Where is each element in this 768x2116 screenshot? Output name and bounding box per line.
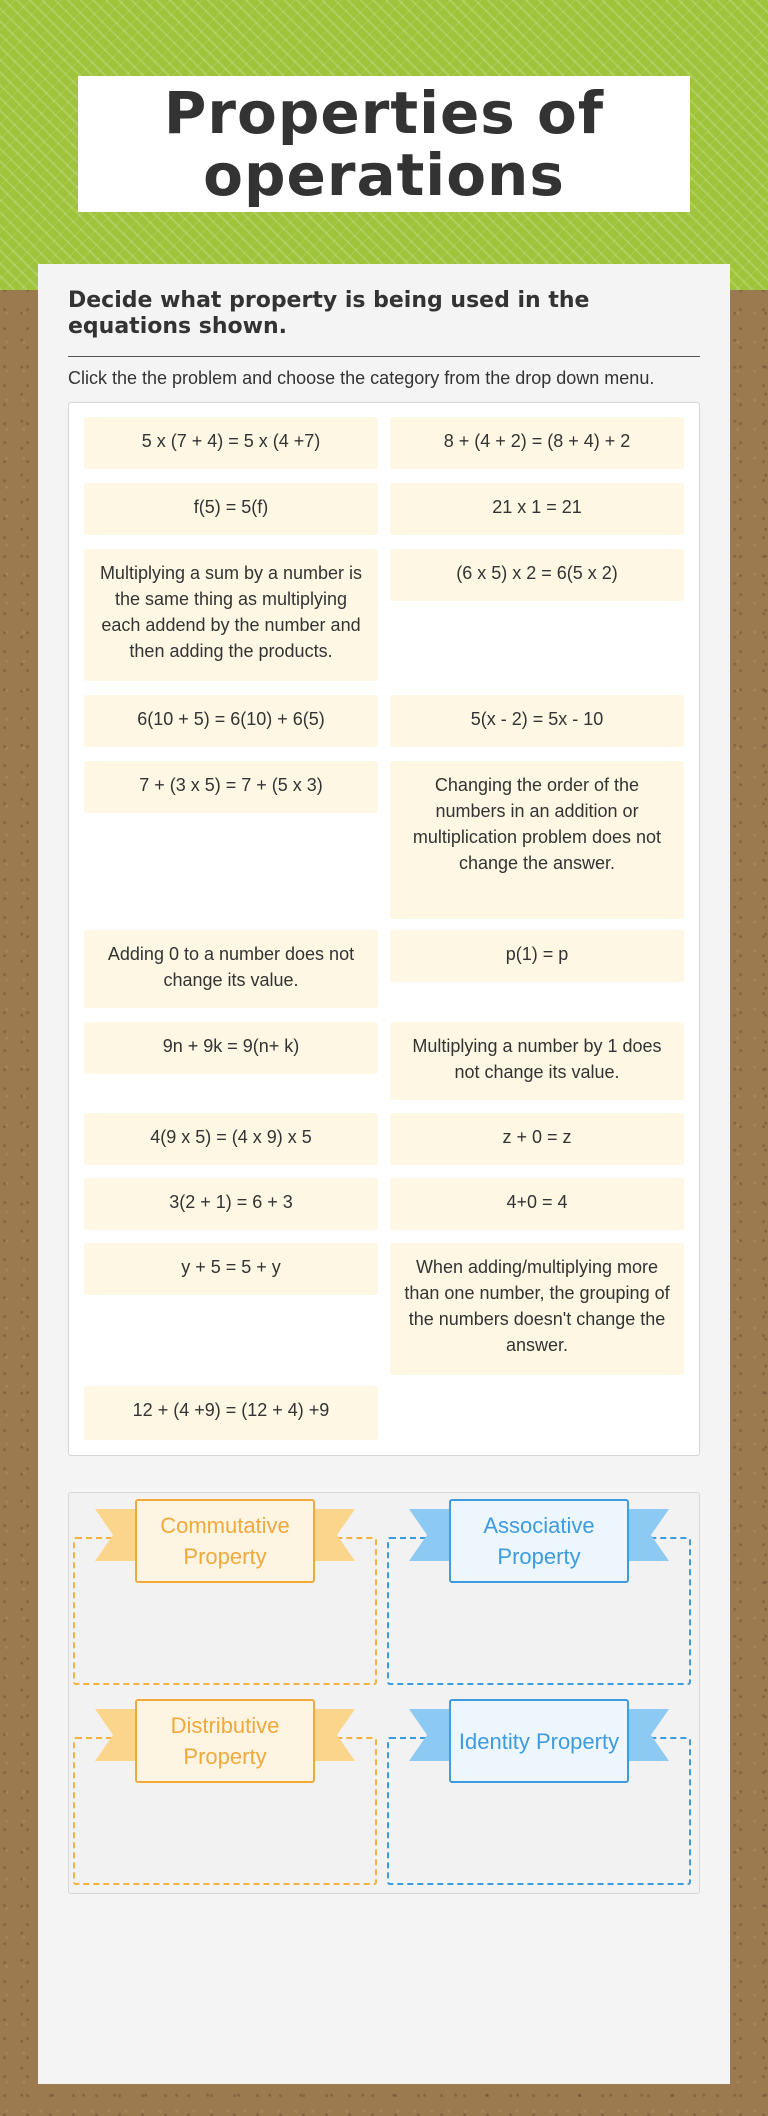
card[interactable]: z + 0 = z bbox=[390, 1113, 684, 1165]
card[interactable]: 5(x - 2) = 5x - 10 bbox=[390, 695, 684, 747]
category-label-distributive: Distributive Property bbox=[135, 1699, 315, 1783]
card[interactable]: 12 + (4 +9) = (12 + 4) +9 bbox=[84, 1386, 378, 1440]
card[interactable]: f(5) = 5(f) bbox=[84, 483, 378, 535]
card[interactable]: Multiplying a number by 1 does not change its value. bbox=[390, 1022, 684, 1100]
card[interactable]: 5 x (7 + 4) = 5 x (4 +7) bbox=[84, 417, 378, 469]
identity-ribbon bbox=[409, 1699, 669, 1785]
commutative-ribbon bbox=[95, 1499, 355, 1585]
category-label-commutative: Commutative Property bbox=[135, 1499, 315, 1583]
category-label-associative: Associative Property bbox=[449, 1499, 629, 1583]
card[interactable]: 9n + 9k = 9(n+ k) bbox=[84, 1022, 378, 1074]
card[interactable]: 3(2 + 1) = 6 + 3 bbox=[84, 1178, 378, 1230]
cards-panel bbox=[68, 402, 700, 1456]
card[interactable]: Multiplying a sum by a number is the same thing as multiplying each addend by the number and then adding the products. bbox=[84, 549, 378, 681]
worksheet bbox=[38, 264, 730, 2084]
card[interactable]: Adding 0 to a number does not change its value. bbox=[84, 930, 378, 1008]
question-heading: Decide what property is being used in the equations shown. bbox=[68, 288, 590, 339]
divider bbox=[68, 356, 700, 357]
distributive-ribbon bbox=[95, 1699, 355, 1785]
card[interactable]: 4+0 = 4 bbox=[390, 1178, 684, 1230]
header-banner bbox=[0, 0, 768, 290]
category-label-identity: Identity Property bbox=[449, 1699, 629, 1783]
card[interactable]: p(1) = p bbox=[390, 930, 684, 982]
card[interactable]: (6 x 5) x 2 = 6(5 x 2) bbox=[390, 549, 684, 601]
page-title: Properties of operations bbox=[163, 79, 605, 209]
card[interactable]: 4(9 x 5) = (4 x 9) x 5 bbox=[84, 1113, 378, 1165]
card[interactable]: y + 5 = 5 + y bbox=[84, 1243, 378, 1295]
card[interactable]: When adding/multiplying more than one number, the grouping of the numbers doesn't change the answer. bbox=[390, 1243, 684, 1375]
title-box bbox=[78, 76, 690, 212]
card[interactable]: 6(10 + 5) = 6(10) + 6(5) bbox=[84, 695, 378, 747]
associative-ribbon bbox=[409, 1499, 669, 1585]
card[interactable]: 8 + (4 + 2) = (8 + 4) + 2 bbox=[390, 417, 684, 469]
card[interactable]: 7 + (3 x 5) = 7 + (5 x 3) bbox=[84, 761, 378, 813]
instructions-text: Click the the problem and choose the category from the drop down menu. bbox=[68, 368, 655, 388]
card[interactable]: 21 x 1 = 21 bbox=[390, 483, 684, 535]
card[interactable]: Changing the order of the numbers in an addition or multiplication problem does not change the answer. bbox=[390, 761, 684, 919]
category-panel bbox=[68, 1492, 700, 1894]
